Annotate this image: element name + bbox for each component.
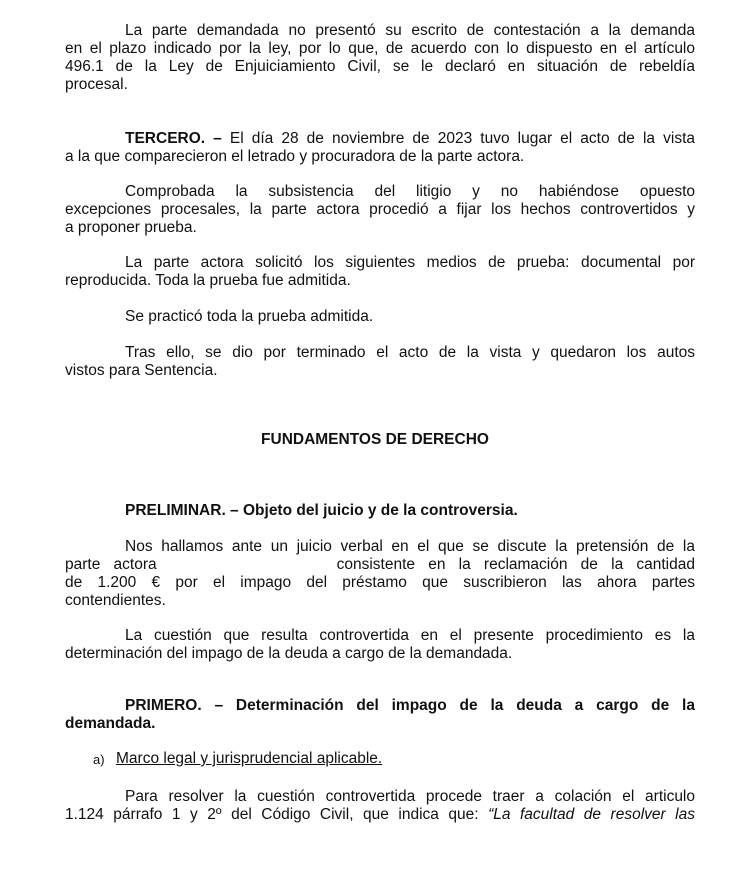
heading-preliminar xyxy=(65,502,695,520)
text-line: de 1.200 € por el impago del préstamo que suscribieron las ahora partes xyxy=(65,574,695,591)
paragraph-subsistencia xyxy=(65,183,695,237)
heading-text: PRIMERO. – Determinación del impago de la deuda a cargo de la xyxy=(125,697,695,714)
paragraph-codigo-civil xyxy=(65,788,695,824)
text-line: La cuestión que resulta controvertida en el presente procedimiento es la xyxy=(125,627,695,644)
paragraph-juicio-verbal xyxy=(65,538,695,610)
text-line: a la que comparecieron el letrado y procuradora de la parte actora. xyxy=(65,148,525,165)
text-line: 1.124 párrafo 1 y 2º del Código Civil, que indica que: xyxy=(65,806,489,823)
text-line: Nos hallamos ante un juicio verbal en el que se discute la pretensión de la xyxy=(125,538,695,555)
heading-text: PRELIMINAR. – Objeto del juicio y de la controversia. xyxy=(125,502,518,519)
text-line: excepciones procesales, la parte actora procedió a fijar los hechos controvertidos y xyxy=(65,201,695,218)
text-line: vistos para Sentencia. xyxy=(65,362,218,379)
list-item-heading: Marco legal y jurisprudencial aplicable. xyxy=(116,750,383,767)
section-title: FUNDAMENTOS DE DERECHO xyxy=(261,431,489,448)
text-line: reproducida. Toda la prueba fue admitida. xyxy=(65,272,351,289)
text-line: El día 28 de noviembre de 2023 tuvo lugar el acto de la vista xyxy=(229,130,695,147)
paragraph-vista xyxy=(65,344,695,380)
text-line: contendientes. xyxy=(65,592,166,609)
paragraph-rebeldia xyxy=(65,22,695,94)
text-line: a proponer prueba. xyxy=(65,219,197,236)
paragraph-prueba xyxy=(65,254,695,290)
text-line: Tras ello, se dio por terminado el acto de la vista y quedaron los autos xyxy=(125,344,695,361)
text-line: La parte demandada no presentó su escrito de contestación a la demanda xyxy=(125,22,695,39)
text-line: parte actora xyxy=(65,556,157,573)
text-line: determinación del impago de la deuda a cargo de la demandada. xyxy=(65,645,513,662)
text-line: La parte actora solicitó los siguientes medios de prueba: documental por xyxy=(125,254,695,271)
paragraph-practico xyxy=(65,308,695,326)
text-line: consistente en la reclamación de la cantidad xyxy=(336,556,695,573)
text-line: 496.1 de la Ley de Enjuiciamiento Civil, se le declaró en situación de rebeldía xyxy=(65,58,695,75)
heading-text: demandada. xyxy=(65,715,156,732)
heading-tercero: TERCERO. – xyxy=(125,130,222,147)
text-line: Para resolver la cuestión controvertida procede traer a colación el articulo xyxy=(125,788,695,805)
text-line: en el plazo indicado por la ley, por lo que, de acuerdo con lo dispuesto en el artículo xyxy=(65,40,695,57)
list-marker: a) xyxy=(93,752,105,767)
text-line: procesal. xyxy=(65,76,128,93)
paragraph-tercero xyxy=(65,130,695,166)
text-line: Se practicó toda la prueba admitida. xyxy=(125,308,374,325)
text-line: Comprobada la subsistencia del litigio y no habiéndose opuesto xyxy=(125,183,695,200)
paragraph-cuestion xyxy=(65,627,695,663)
heading-primero xyxy=(65,697,695,733)
quote-text: “La facultad de resolver las xyxy=(488,806,695,823)
